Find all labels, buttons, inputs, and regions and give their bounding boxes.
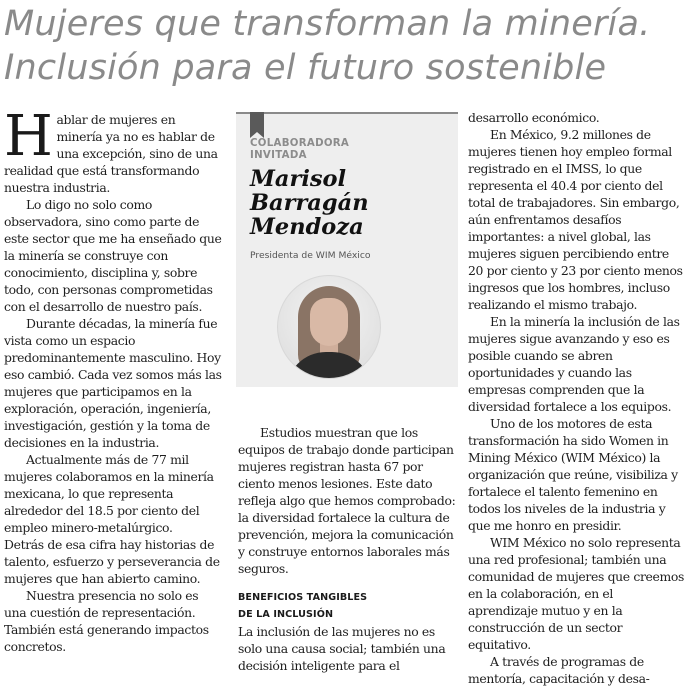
paragraph: A través de programas de mentoría, capacitación y desa-	[468, 654, 650, 686]
guest-author-box	[236, 112, 458, 387]
bookmark-icon	[250, 112, 264, 132]
paragraph: desarrollo económico.	[468, 110, 600, 125]
opening-paragraph-text: ablar de mujeres en minería ya no es hablar de una excepción, sino de una realidad que está transformando nuestra industria.	[4, 112, 218, 195]
portrait-face	[310, 298, 348, 346]
section-label-line-1: COLABORADORA	[250, 138, 350, 149]
paragraph: En México, 9.2 millones de mujeres tienen hoy empleo formal registrado en el IMSS, lo que representa el 40.4 por ciento del total de trabajadores. Sin embargo, aún enfrentamos desafíos importantes: a nivel global, las mujeres siguen percibiendo entre 20 por ciento y 23 por ciento menos ingresos que los hombres, incluso realizando el mismo trabajo.	[468, 127, 683, 312]
section-label	[250, 138, 450, 162]
subheading-line-1: BENEFICIOS TANGIBLES	[238, 592, 368, 603]
author-name-line-2: Barragán	[250, 190, 369, 216]
paragraph: Durante décadas, la minería fue vista como un espacio predominantemente masculino. Hoy eso cambió. Cada vez somos más las mujeres que participamos en la exploración, operación, ingeniería, investigación, gestión y la toma de decisiones en la industria.	[4, 316, 222, 450]
subheading-line-2: DE LA INCLUSIÓN	[238, 609, 334, 620]
author-portrait	[277, 275, 381, 379]
headline-line-1: Mujeres que transforman la minería.	[4, 4, 651, 44]
paragraph: Estudios muestran que los equipos de trabajo donde participan mujeres registran hasta 67 por ciento menos lesiones. Este dato refleja algo que hemos comprobado: la diversidad fortalece la cultura de prevención, mejora la comunicación y construye entornos laborales más seguros.	[238, 425, 456, 576]
opening-paragraph	[4, 104, 224, 196]
section-label-line-2: INVITADA	[250, 150, 307, 161]
paragraph: WIM México no solo representa una red profesional; también una comunidad de mujeres que creemos en la colaboración, en el aprendizaje mutuo y en la construcción de un sector equitativo.	[468, 535, 685, 652]
paragraph: Actualmente más de 77 mil mujeres colaboramos en la minería mexicana, lo que representa alrededor del 18.5 por ciento del empleo minero-metalúrgico.	[4, 452, 214, 535]
author-name	[250, 167, 450, 239]
article-column-1	[4, 104, 224, 655]
drop-cap: H	[4, 104, 53, 169]
subheading	[238, 589, 458, 623]
headline-line-2: Inclusión para el futuro sostenible	[4, 48, 607, 88]
paragraph: La inclusión de las mujeres no es solo una causa social; también una decisión inteligente para el	[238, 624, 446, 673]
paragraph: Uno de los motores de esta transformación ha sido Women in Mining México (WIM México) la organización que reúne, visibiliza y fortalece el talento femenino en todos los niveles de la industria y que me honro en presidir.	[468, 416, 678, 533]
author-role: Presidenta de WIM México	[250, 250, 371, 261]
author-name-line-1: Marisol	[250, 166, 347, 192]
author-name-line-3: Mendoza	[250, 214, 364, 240]
article-column-3	[468, 109, 684, 687]
paragraph: Nuestra presencia no solo es una cuestión de representación. También está generando impactos concretos.	[4, 588, 209, 654]
paragraph: Lo digo no solo como observadora, sino como parte de este sector que me ha enseñado que la minería se construye con conocimiento, disciplina y, sobre todo, con personas comprometidas con el desarrollo de nuestro país.	[4, 197, 222, 314]
sidebar-top-rule	[236, 112, 458, 114]
paragraph: En la minería la inclusión de las mujeres sigue avanzando y eso es posible cuando se abren oportunidades y cuando las empresas comprenden que la diversidad fortalece a los equipos.	[468, 314, 680, 414]
article-column-2	[238, 424, 458, 674]
headline	[0, 2, 691, 90]
paragraph: Detrás de esa cifra hay historias de talento, esfuerzo y perseverancia de mujeres que han abierto camino.	[4, 537, 220, 586]
